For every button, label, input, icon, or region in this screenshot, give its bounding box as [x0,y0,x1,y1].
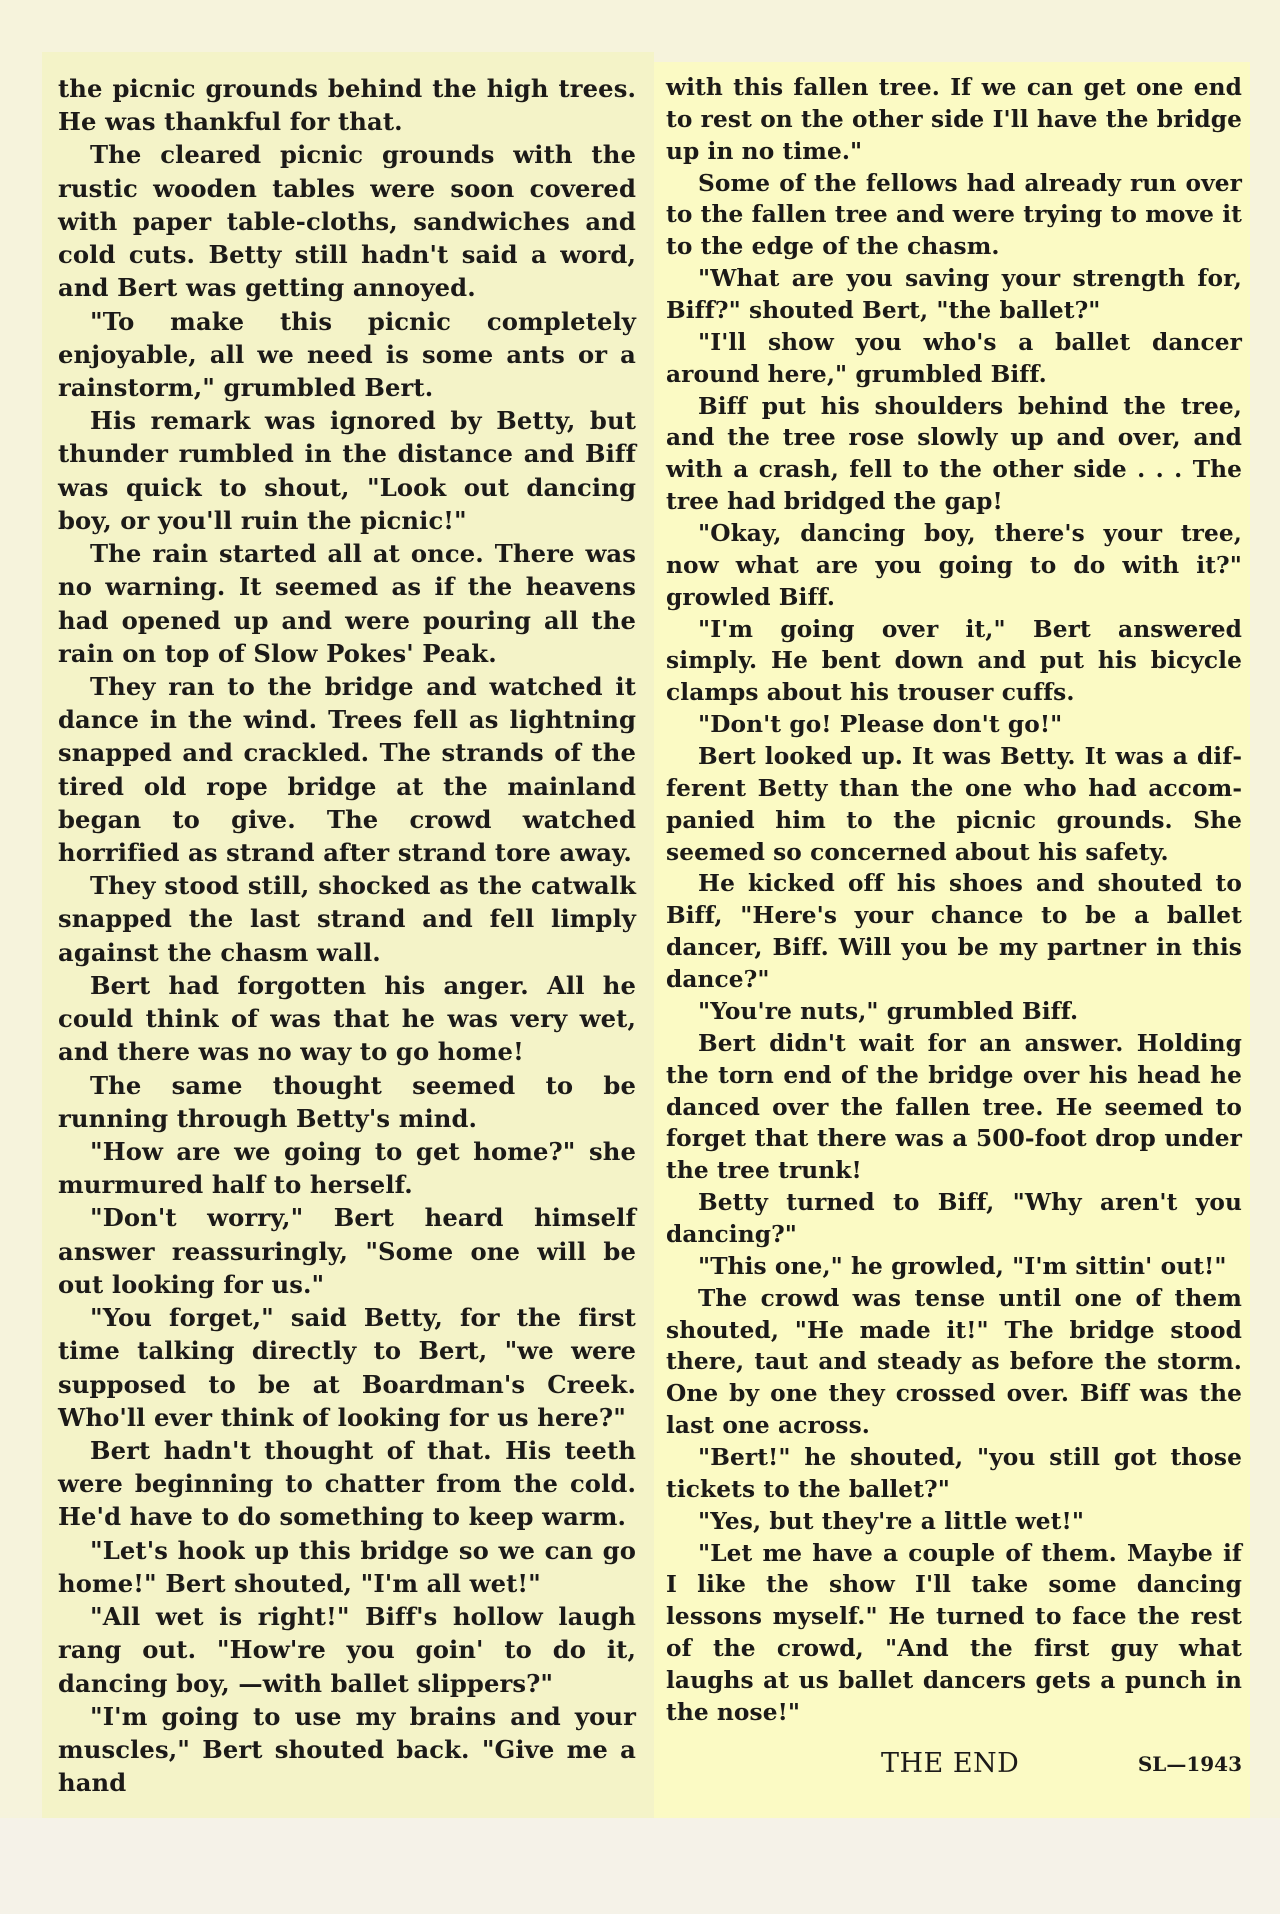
story-paragraph: "This one," he growled, "I'm sittin' out!" [698,1252,1227,1280]
story-paragraph: "I'll show you who's a ballet dancer around here," grumbled Biff. [666,328,1242,388]
story-paragraph: Biff put his shoulders behind the tree, and the tree rose slowly up and over, and with a crash, fell to the other side . . . The tree had bridged the gap! [666,392,1242,516]
story-paragraph: Some of the fellows had already run over to the fallen tree and were trying to move it to the edge of the chasm. [666,169,1242,261]
story-code: SL—1943 [1137,1752,1242,1776]
story-paragraph: "Let's hook up this bridge so we can go home!" Bert shouted, "I'm all wet!" [58,1535,636,1598]
story-paragraph: "Bert!" he shouted, "you still got those tickets to the ballet?" [666,1443,1242,1503]
story-paragraph: "All wet is right!" Biff's hollow laugh rang out. "How're you goin' to do it, dancing boy, —with ballet slippers?" [58,1602,636,1698]
story-paragraph: Bert looked up. It was Betty. It was a different Betty than the one who had accompanied him to the picnic grounds. She seemed so concerned about his safety. [666,743,1242,866]
story-paragraph: "How are we going to get home?" she murmured half to herself. [58,1137,636,1200]
story-paragraph: Bert had forgotten his anger. All he could think of was that he was very wet, and there was no way to go home! [58,970,636,1067]
left-text-column [58,72,636,1799]
story-paragraph: They ran to the bridge and watched it dance in the wind. Trees fell as lightning snapped and crackled. The strands of the tired old rope bridge at the mainland began to give. The crowd watched horrified as strand after strand tore away. [58,671,636,868]
story-paragraph: The same thought seemed to be running through Betty's mind. [58,1070,636,1133]
the-end-label: THE END [881,1748,1020,1779]
story-paragraph: The rain started all at once. There was no warning. It seemed as if the heavens had opened up and were pouring all the rain on top of Slow Pokes' Peak. [58,539,636,668]
story-paragraph: "To make this picnic completely enjoyable, all we need is some ants or a rainstorm," grumbled Bert. [58,306,636,402]
story-paragraph: with this fallen tree. If we can get one end to rest on the other side I'll have the bridge up in no time." [666,74,1242,165]
story-paragraph: the picnic grounds behind the high trees. He was thankful for that. [58,74,636,137]
story-paragraph: "Yes, but they're a little wet!" [698,1507,1085,1535]
story-paragraph: "You're nuts," grumbled Biff. [698,997,1079,1025]
story-paragraph: "Don't go! Please don't go!" [698,711,1063,739]
story-paragraph: The cleared picnic grounds with the rustic wooden tables were soon covered with paper table-cloths, sandwiches and cold cuts. Betty still hadn't said a word, and Bert was getting annoyed. [58,140,636,303]
story-paragraph: Betty turned to Biff, "Why aren't you dancing?" [666,1189,1242,1248]
story-paragraph: "I'm going to use my brains and your muscles," Bert shouted back. "Give me a hand [58,1701,636,1798]
story-paragraph: "Let me have a couple of them. Maybe if I like the show I'll take some dancing lessons myself." He turned to face the rest of the crowd, "And the first guy what laughs at us ballet dancers gets a punch in the nose!" [666,1539,1242,1726]
bottom-margin [0,1818,1280,1914]
story-paragraph: "Okay, dancing boy, there's your tree, now what are you going to do with it?" growled Biff. [666,520,1242,611]
story-paragraph: He kicked off his shoes and shouted to Biff, "Here's your chance to be a ballet dancer, Biff. Will you be my partner in this dance?" [666,870,1242,994]
story-paragraph: "I'm going over it," Bert answered simply. He bent down and put his bicycle clamps about his trouser cuffs. [666,615,1242,707]
story-paragraph: "You forget," said Betty, for the first time talking directly to Bert, "we were supposed to be at Boardman's Creek. Who'll ever think of looking for us here?" [58,1303,636,1432]
story-paragraph: His remark was ignored by Betty, but thunder rumbled in the distance and Biff was quick to shout, "Look out dancing boy, or you'll ruin the picnic!" [58,406,636,535]
story-paragraph: Bert didn't wait for an answer. Holding the torn end of the bridge over his head he danced over the fallen tree. He seemed to forget that there was a 500-foot drop under the tree trunk! [666,1029,1242,1185]
story-paragraph: The crowd was tense until one of them shouted, "He made it!" The bridge stood there, taut and steady as before the storm. One by one they crossed over. Biff was the last one across. [666,1284,1242,1440]
story-paragraph: "What are you saving your strength for, Biff?" shouted Bert, "the ballet?" [666,265,1242,325]
story-paragraph: "Don't worry," Bert heard himself answer reassuringly, "Some one will be out looking for us." [58,1203,636,1299]
right-text-column [666,72,1242,1729]
story-end-line [666,1748,1242,1788]
story-paragraph: They stood still, shocked as the catwalk snapped the last strand and fell limply against the chasm wall. [58,871,636,967]
story-paragraph: Bert hadn't thought of that. His teeth were beginning to chatter from the cold. He'd have to do something to keep warm. [58,1435,636,1532]
